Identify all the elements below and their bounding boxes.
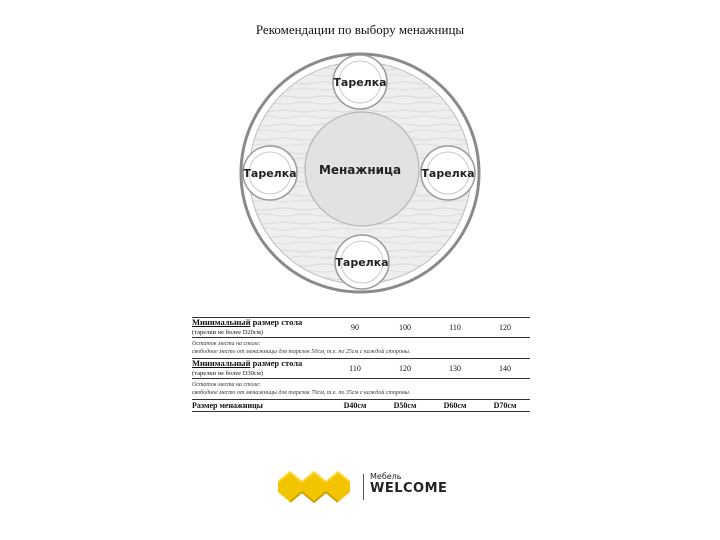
plate-bottom [335, 235, 389, 289]
table-diagram [234, 52, 486, 294]
brand-small-text: Мебель [370, 472, 402, 481]
plate-label: Тарелка [335, 256, 389, 269]
table-cell: D70см [480, 400, 530, 412]
table-cell: 110 [330, 359, 380, 379]
table-cell: 110 [430, 318, 480, 338]
table-row [192, 318, 530, 338]
table-note: Остаток места на столе: свободное место от менажницы для тарелок 50см, т.е. по 25см с каждой стороны. [192, 338, 530, 359]
plate-top [333, 55, 387, 109]
menazhnitsa-label: Менажница [318, 163, 402, 177]
table-cell: D60см [430, 400, 480, 412]
row-label: Размер менажницы [192, 400, 330, 412]
plate-right [421, 146, 475, 200]
table-cell: 90 [330, 318, 380, 338]
table-row [192, 359, 530, 379]
table-row-sizes [192, 400, 530, 412]
row-label: Минимальный размер стола (тарелки не более D20см) [192, 318, 330, 338]
welcome-logo-icon [276, 464, 356, 508]
table-cell: D40см [330, 400, 380, 412]
row-label: Минимальный размер стола (тарелки не более D30см) [192, 359, 330, 379]
table-cell: 140 [480, 359, 530, 379]
table-cell: 120 [380, 359, 430, 379]
size-table [192, 317, 530, 412]
page-title: Рекомендации по выбору менажницы [255, 22, 465, 37]
table-cell: D50см [380, 400, 430, 412]
plate-label: Тарелка [243, 167, 297, 180]
brand-divider [363, 474, 364, 500]
plate-label: Тарелка [421, 167, 475, 180]
table-cell: 100 [380, 318, 430, 338]
brand-big-text: WELCOME [370, 481, 448, 496]
plate-left [243, 146, 297, 200]
table-cell: 130 [430, 359, 480, 379]
brand-name [370, 472, 447, 496]
table-cell: 120 [480, 318, 530, 338]
table-note: Остаток места на столе: свободное место от менажницы для тарелок 70см, т.е. по 35см с каждой стороны. [192, 379, 530, 400]
plate-label: Тарелка [333, 76, 387, 89]
